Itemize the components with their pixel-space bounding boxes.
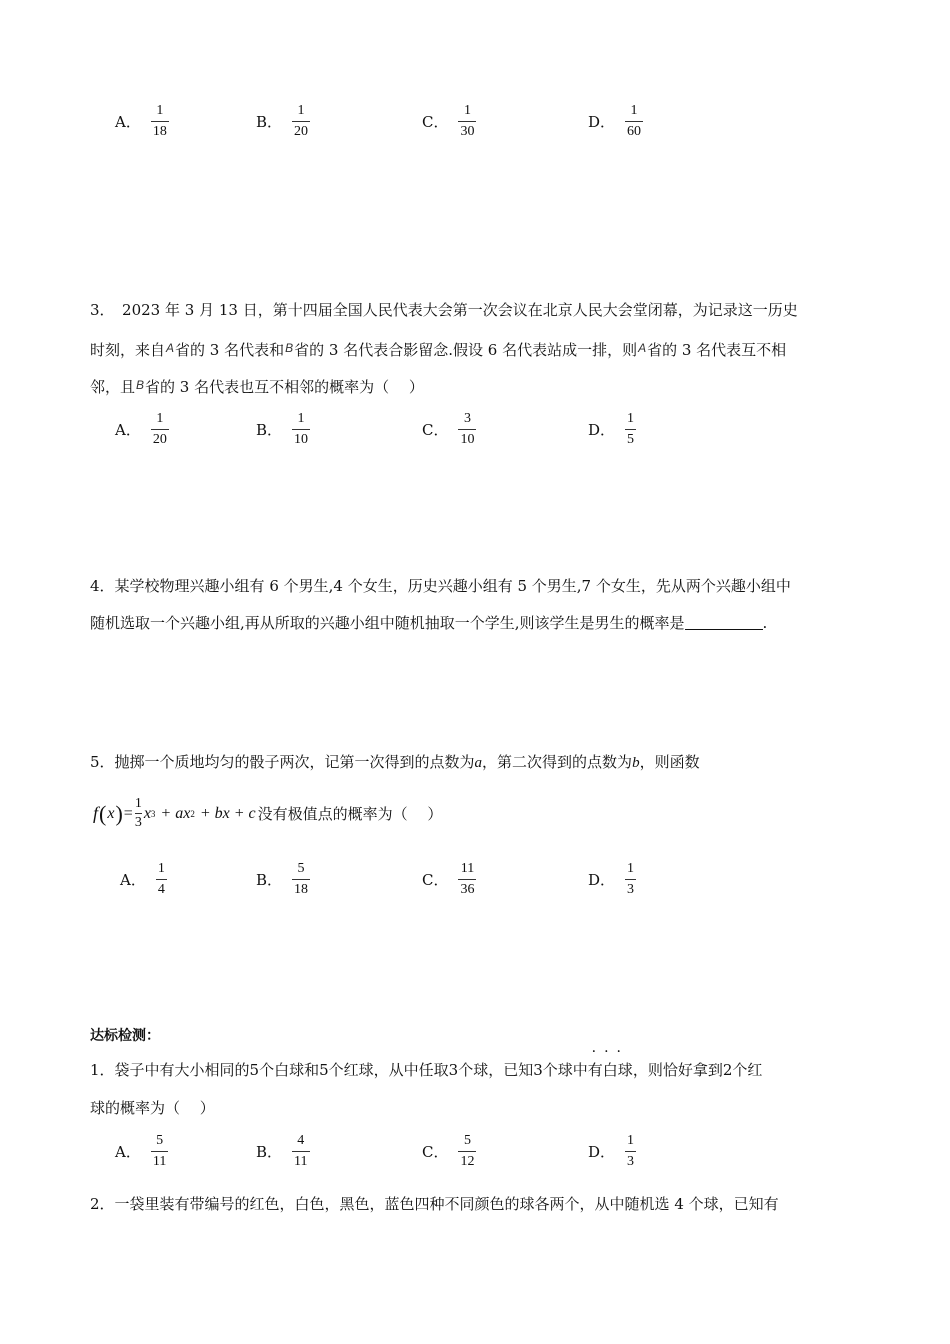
fraction: $\frac{1}{10}$ — [294, 411, 309, 447]
fraction: $\frac{5}{12}$ — [460, 1133, 475, 1169]
q5-option-b[interactable] — [256, 860, 310, 898]
emphasis-dotted-text: ··· 有白球 — [587, 1044, 633, 1079]
q3-option-a[interactable] — [115, 410, 169, 448]
option-label: B． — [256, 870, 283, 889]
fraction: $\frac{11}{36}$ — [460, 861, 475, 897]
option-label: C． — [422, 112, 449, 131]
var-a: A — [166, 341, 175, 355]
fraction: $\frac{1}{60}$ — [627, 103, 642, 139]
fraction: $\frac{1}{20}$ — [294, 103, 309, 139]
var-a: A — [638, 341, 647, 355]
q5-option-a[interactable] — [120, 860, 167, 898]
function-formula: f ( x ) = 1 3 x 3 + ax 2 + bx + c 没有极值点的概率为（ ） — [93, 796, 443, 830]
fraction: $\frac{1}{30}$ — [460, 103, 475, 139]
section-title: 达标检测： — [90, 1028, 160, 1044]
option-label: A． — [115, 1142, 141, 1161]
q5-option-d[interactable] — [588, 860, 636, 898]
fraction: $\frac{4}{11}$ — [294, 1133, 308, 1169]
p1-line-2: 球的概率为（ ） — [90, 1099, 215, 1117]
p1-line-1: 1．袋子中有大小相同的5个白球和5个红球，从中任取3个球，已知3个球中 ··· 有白球，则恰好拿到2个红 — [90, 1044, 763, 1079]
q2-option-b[interactable] — [256, 102, 310, 140]
q2-option-c[interactable] — [422, 102, 476, 140]
q3-line-3: 邻，且$^B$省的 3 名代表也互不相邻的概率为（ ） — [90, 378, 424, 396]
var-a: a — [474, 755, 483, 771]
fraction: $\frac{1}{5}$ — [627, 411, 635, 447]
option-label: C． — [422, 1142, 449, 1161]
q5-option-c[interactable] — [422, 860, 476, 898]
formula-fraction: 1 3 — [134, 796, 142, 830]
fraction: $\frac{1}{20}$ — [152, 411, 167, 447]
answer-blank[interactable] — [685, 613, 763, 630]
option-label: C． — [422, 870, 449, 889]
option-label: D． — [588, 420, 616, 439]
p2-line-1: 2．一袋里装有带编号的红色，白色，黑色，蓝色四种不同颜色的球各两个，从中随机选 4 个球，已知有 — [90, 1195, 779, 1213]
option-label: B． — [256, 1142, 283, 1161]
option-label: D． — [588, 1142, 616, 1161]
fraction: $\frac{1}{3}$ — [627, 1133, 635, 1169]
q5-line-1: 5．抛掷一个质地均匀的骰子两次，记第一次得到的点数为a，第二次得到的点数为b，则函数 — [90, 753, 700, 771]
option-label: A． — [115, 112, 141, 131]
fraction: $\frac{1}{18}$ — [152, 103, 167, 139]
p1-option-c[interactable] — [422, 1132, 476, 1170]
option-label: D． — [588, 112, 616, 131]
option-label: B． — [256, 420, 283, 439]
var-b: B — [285, 341, 294, 355]
q3-line-2: 时刻，来自$^A$省的 3 名代表和$^B$省的 3 名代表合影留念.假设 6 名代表站成一排，则$^A$省的 3 名代表互不相 — [90, 341, 787, 359]
option-label: A． — [120, 870, 146, 889]
q3-option-d[interactable] — [588, 410, 636, 448]
option-label: C． — [422, 420, 449, 439]
var-b: B — [136, 378, 145, 392]
q3-option-b[interactable] — [256, 410, 310, 448]
p1-option-b[interactable] — [256, 1132, 310, 1170]
option-label: D． — [588, 870, 616, 889]
q3-line-1: 3． 2023 年 3 月 13 日，第十四届全国人民代表大会第一次会议在北京人民大会堂闭幕，为记录这一历史 — [90, 301, 798, 319]
var-b: b — [632, 755, 640, 771]
fraction: $\frac{1}{4}$ — [157, 861, 165, 897]
fraction: $\frac{5}{18}$ — [294, 861, 309, 897]
p1-option-a[interactable] — [115, 1132, 168, 1170]
q3-option-c[interactable] — [422, 410, 476, 448]
option-label: A． — [115, 420, 141, 439]
q2-option-a[interactable] — [115, 102, 169, 140]
q4-line-1: 4．某学校物理兴趣小组有 6 个男生,4 个女生，历史兴趣小组有 5 个男生,7 个女生，先从两个兴趣小组中 — [90, 577, 791, 595]
p1-option-d[interactable] — [588, 1132, 636, 1170]
q4-line-2: 随机选取一个兴趣小组,再从所取的兴趣小组中随机抽取一个学生,则该学生是男生的概率是 . — [90, 614, 768, 632]
fraction: $\frac{5}{11}$ — [152, 1133, 167, 1169]
fraction: $\frac{1}{3}$ — [627, 861, 635, 897]
fraction: $\frac{3}{10}$ — [460, 411, 475, 447]
q2-option-d[interactable] — [588, 102, 643, 140]
option-label: B． — [256, 112, 283, 131]
